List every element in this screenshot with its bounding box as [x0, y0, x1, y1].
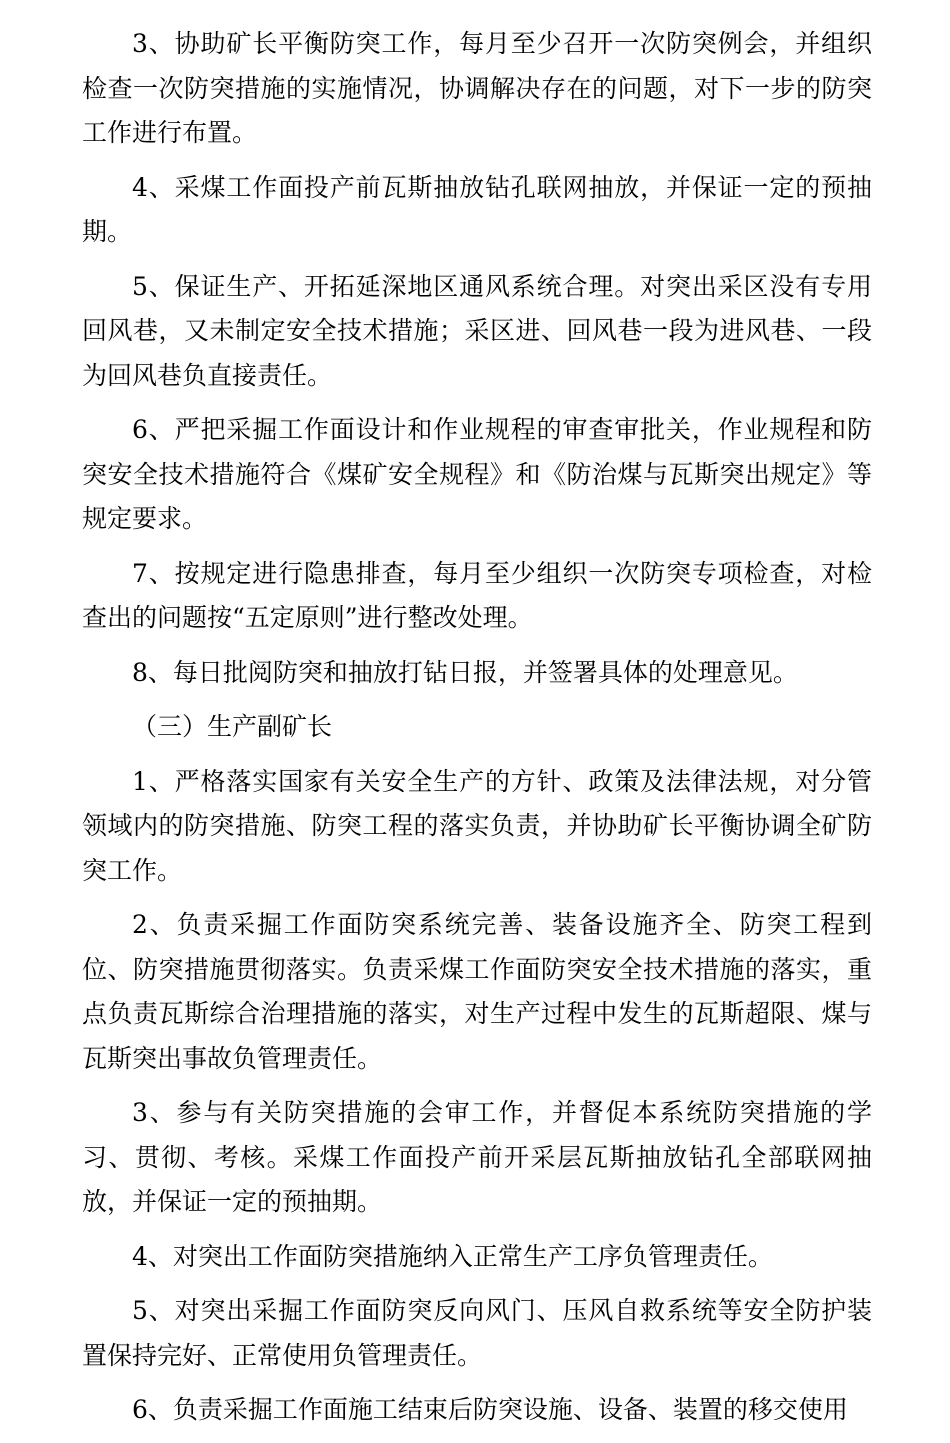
paragraph-production-5: 5、对突出采掘工作面防突反向风门、压风自救系统等安全防护装置保持完好、正常使用负管理责任。 [82, 1296, 872, 1370]
paragraph-deputy-7: 7、按规定进行隐患排查，每月至少组织一次防突专项检查，对检查出的问题按“五定原则”进行整改处理。 [82, 558, 872, 632]
paragraph-production-3: 3、参与有关防突措施的会审工作，并督促本系统防突措施的学习、贯彻、考核。采煤工作面投产前开采层瓦斯抽放钻孔全部联网抽放，并保证一定的预抽期。 [82, 1098, 872, 1216]
paragraph-production-4: 4、对突出工作面防突措施纳入正常生产工序负管理责任。 [132, 1241, 773, 1271]
paragraph-deputy-8: 8、每日批阅防突和抽放打钻日报，并签署具体的处理意见。 [132, 657, 798, 687]
paragraph-deputy-4: 4、采煤工作面投产前瓦斯抽放钻孔联网抽放，并保证一定的预抽期。 [82, 172, 872, 246]
paragraph-production-2: 2、负责采掘工作面防突系统完善、装备设施齐全、防突工程到位、防突措施贯彻落实。负责采煤工作面防突安全技术措施的落实，重点负责瓦斯综合治理措施的落实，对生产过程中发生的瓦斯超限、煤与瓦斯突出事故负管理责任。 [82, 910, 872, 1073]
section-heading-production-deputy: （三）生产副矿长 [132, 712, 333, 741]
paragraph-production-1: 1、严格落实国家有关安全生产的方针、政策及法律法规，对分管领域内的防突措施、防突工程的落实负责，并协助矿长平衡协调全矿防突工作。 [82, 766, 872, 885]
paragraph-deputy-3: 3、协助矿长平衡防突工作，每月至少召开一次防突例会，并组织检查一次防突措施的实施情况，协调解决存在的问题，对下一步的防突工作进行布置。 [82, 29, 872, 147]
paragraph-deputy-6: 6、严把采掘工作面设计和作业规程的审查审批关，作业规程和防突安全技术措施符合《煤矿安全规程》和《防治煤与瓦斯突出规定》等规定要求。 [82, 415, 872, 533]
document-page [82, 22, 872, 1443]
paragraph-production-6: 6、负责采掘工作面施工结束后防突设施、设备、装置的移交使用 [132, 1395, 848, 1424]
paragraph-deputy-5: 5、保证生产、开拓延深地区通风系统合理。对突出采区没有专用回风巷，又未制定安全技术措施；采区进、回风巷一段为进风巷、一段为回风巷负直接责任。 [82, 271, 872, 390]
